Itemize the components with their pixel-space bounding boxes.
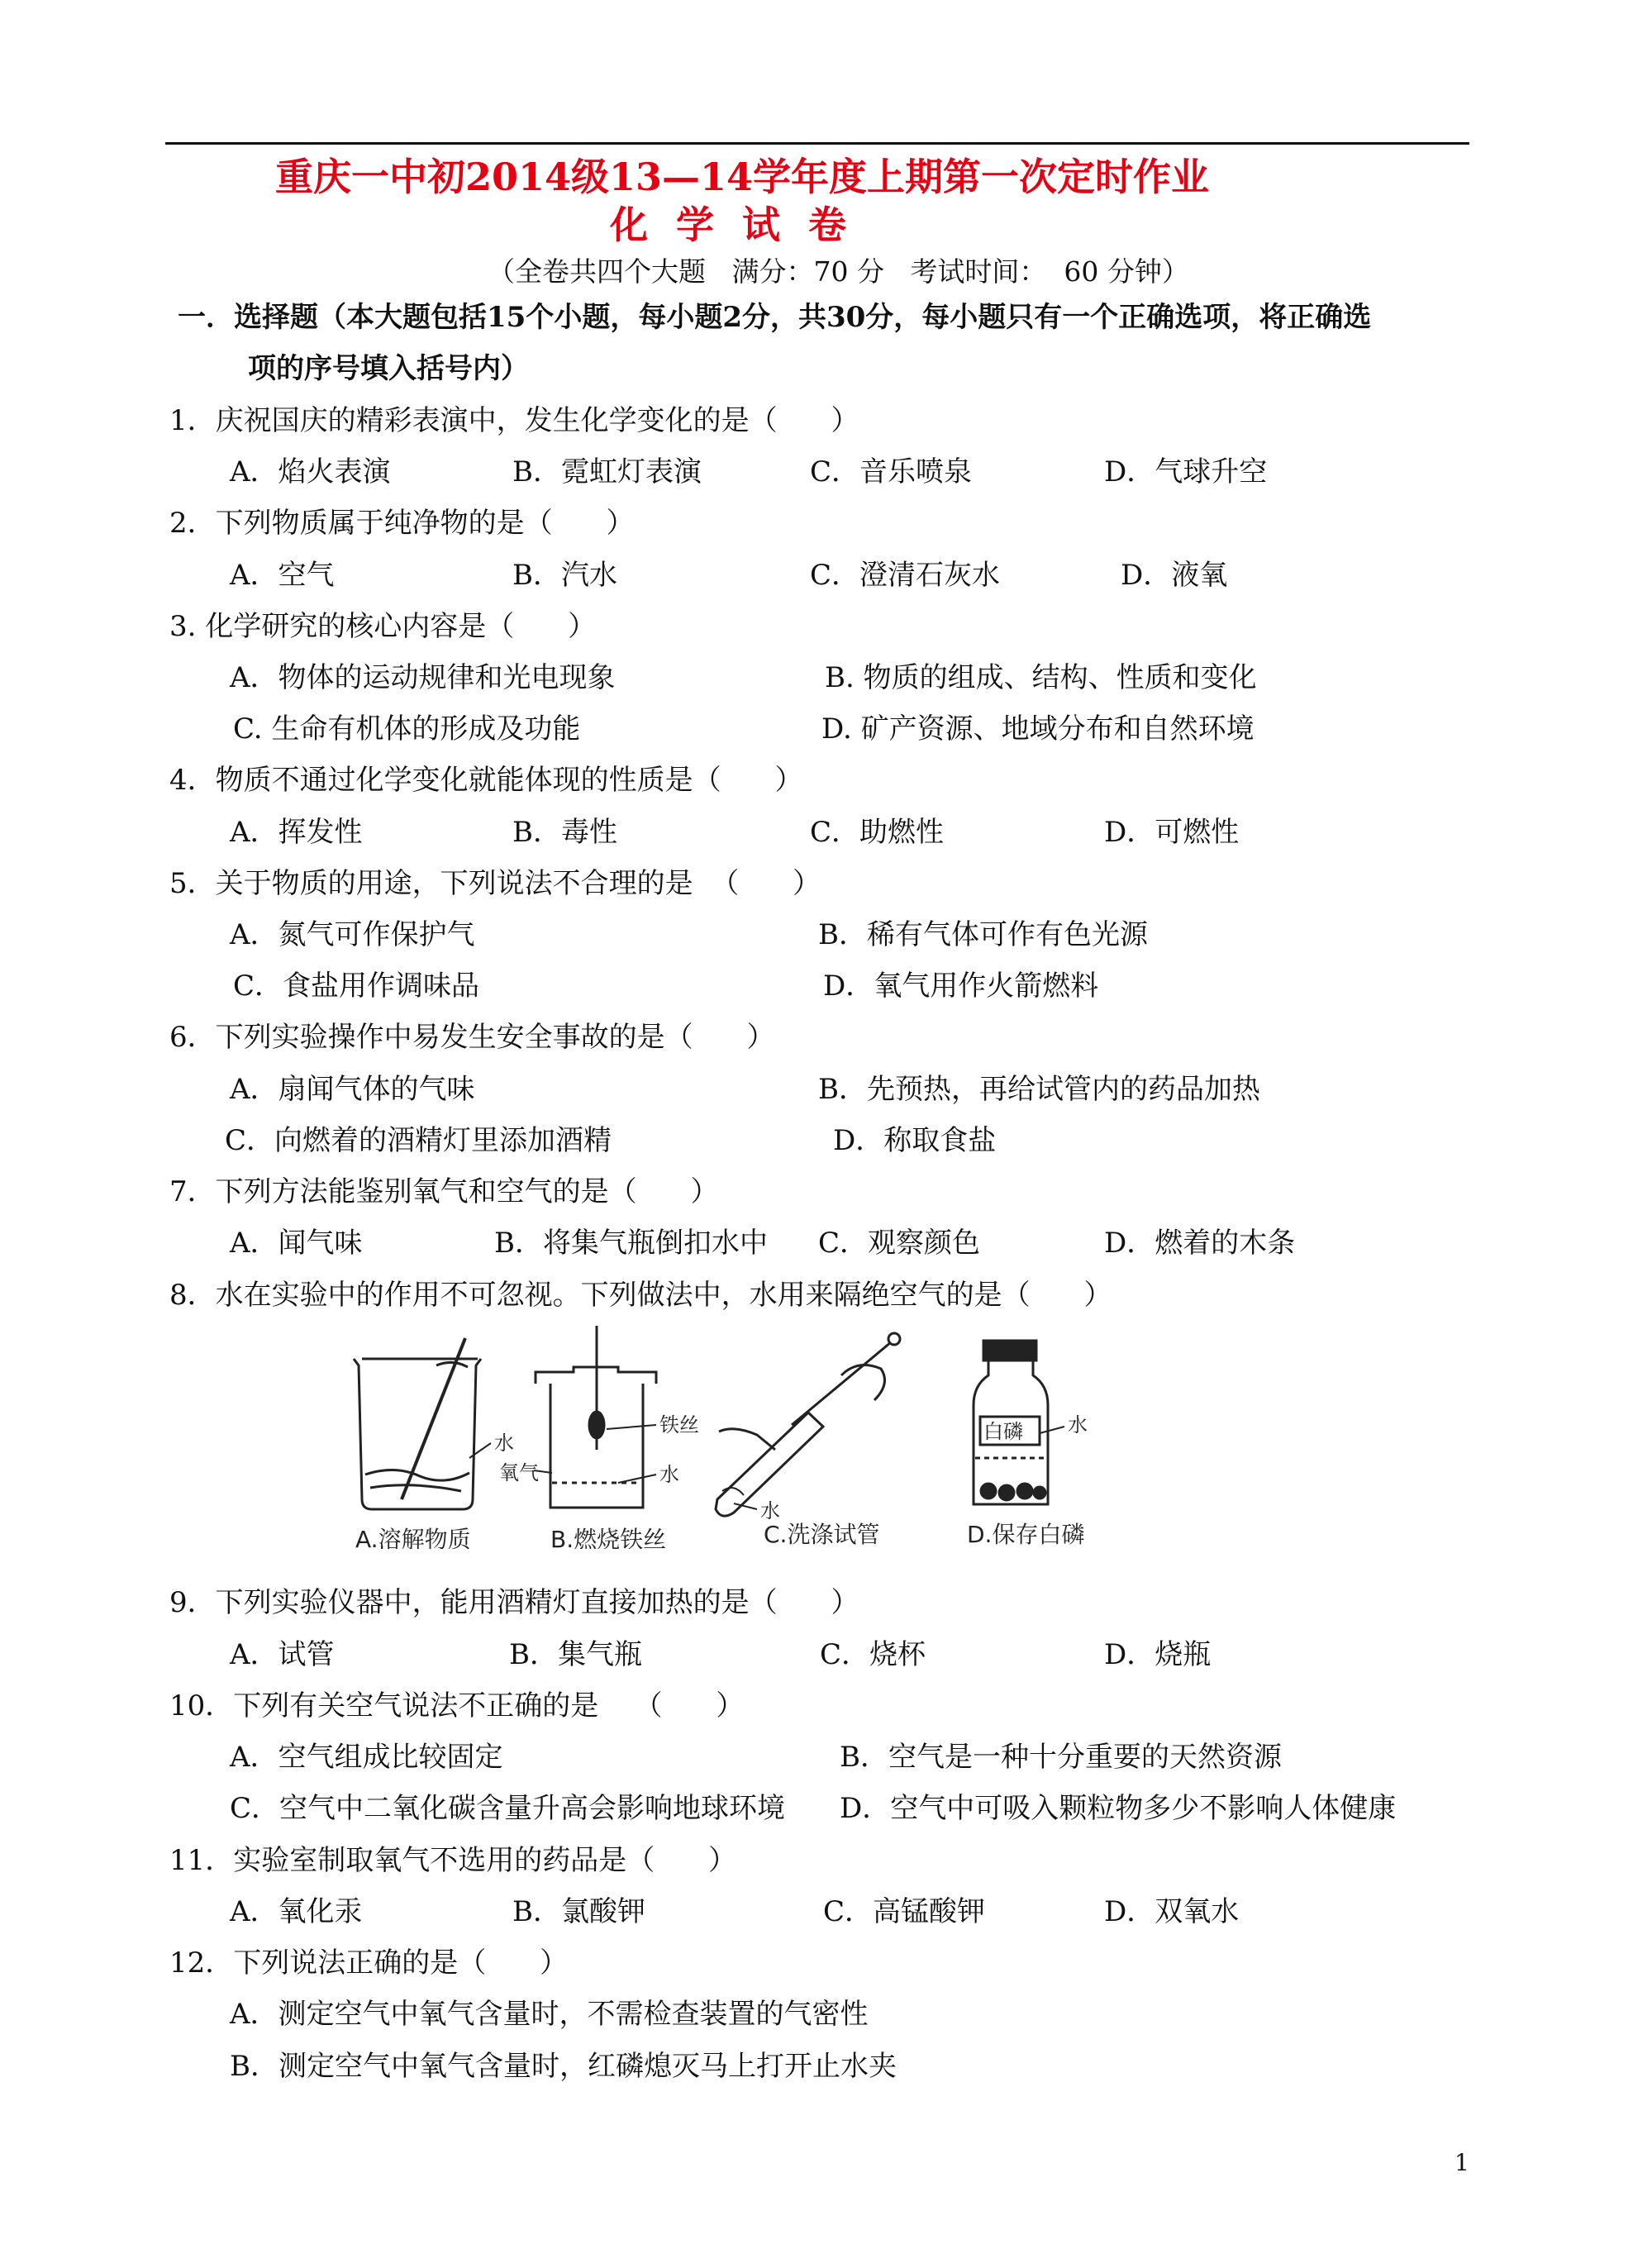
option: D．烧瓶 [1104, 1638, 1212, 1671]
option: B．将集气瓶倒扣水中 [494, 1227, 768, 1260]
option: A．测定空气中氧气含量时，不需检查装置的气密性 [230, 1998, 869, 2031]
label-water-b: 水 [659, 1463, 679, 1486]
section-heading: 一．选择题（本大题包括15个小题，每小题2分，共30分，每小题只有一个正确选项，将正确选 [178, 301, 1372, 334]
option: A．空气组成比较固定 [230, 1741, 503, 1774]
question-stem: 9．下列实验仪器中，能用酒精灯直接加热的是（ ） [169, 1586, 859, 1619]
option: B．先预热，再给试管内的药品加热 [818, 1073, 1260, 1106]
option: B．氯酸钾 [512, 1895, 645, 1928]
option: C．烧杯 [820, 1638, 926, 1671]
label-oxygen: 氧气 [499, 1461, 539, 1484]
option: B．空气是一种十分重要的天然资源 [840, 1741, 1282, 1774]
option: C．空气中二氧化碳含量升高会影响地球环境 [230, 1792, 786, 1825]
question-stem: 10．下列有关空气说法不正确的是 （ ） [169, 1689, 745, 1722]
option: A．氮气可作保护气 [230, 918, 475, 951]
gas-jar-illustration [534, 1326, 656, 1508]
test-tube-illustration [716, 1333, 900, 1516]
option: C．高锰酸钾 [823, 1895, 986, 1928]
option: A．焰火表演 [230, 455, 391, 488]
label-water-d: 水 [1068, 1413, 1088, 1437]
caption-d: D.保存白磷 [967, 1521, 1085, 1548]
option: A．物体的运动规律和光电现象 [230, 661, 616, 694]
option: D．空气中可吸入颗粒物多少不影响人体健康 [840, 1792, 1397, 1825]
exam-title: 重庆一中初2014级13—14学年度上期第一次定时作业 [274, 155, 1210, 199]
label-phosphorus: 白磷 [983, 1420, 1023, 1443]
option: B．稀有气体可作有色光源 [818, 918, 1148, 951]
option: D．双氧水 [1104, 1895, 1240, 1928]
option: A．挥发性 [230, 816, 363, 849]
option: B．汽水 [512, 559, 617, 592]
question-stem: 3. 化学研究的核心内容是（ ） [169, 610, 597, 643]
option: A．氧化汞 [230, 1895, 363, 1928]
option: D．气球升空 [1104, 455, 1268, 488]
caption-a: A.溶解物质 [355, 1526, 471, 1549]
question-stem: 6．下列实验操作中易发生安全事故的是（ ） [169, 1021, 775, 1054]
option: D．液氧 [1121, 559, 1228, 592]
option: B．毒性 [512, 816, 617, 849]
question-stem: 11．实验室制取氧气不选用的药品是（ ） [169, 1844, 737, 1877]
option: D．可燃性 [1104, 816, 1240, 849]
section-heading-cont: 项的序号填入括号内） [248, 352, 529, 385]
option: A．扇闻气体的气味 [230, 1073, 475, 1106]
exam-info: （全卷共四个大题 满分：70 分 考试时间： 60 分钟） [488, 255, 1189, 288]
option: C．向燃着的酒精灯里添加酒精 [225, 1124, 612, 1157]
exam-subject: 化学试卷 [610, 202, 874, 247]
page-number: 1 [1454, 2149, 1469, 2176]
option: A．空气 [230, 559, 335, 592]
question-stem: 5．关于物质的用途，下列说法不合理的是 （ ） [169, 867, 821, 900]
option: A．闻气味 [230, 1227, 363, 1260]
label-water-c: 水 [760, 1499, 780, 1522]
header-rule [165, 142, 1469, 145]
label-iron: 铁丝 [659, 1413, 699, 1437]
apparatus-figure [345, 1326, 1238, 1549]
caption-b: B.燃烧铁丝 [550, 1526, 667, 1549]
option: D．称取食盐 [833, 1124, 997, 1157]
option: C. 生命有机体的形成及功能 [233, 712, 581, 746]
label-water-a: 水 [494, 1432, 514, 1455]
question-stem: 7．下列方法能鉴别氧气和空气的是（ ） [169, 1175, 719, 1208]
option: D．氧气用作火箭燃料 [823, 970, 1099, 1003]
question-stem: 2．下列物质属于纯净物的是（ ） [169, 507, 635, 540]
option: C．助燃性 [810, 816, 945, 849]
question-stem: 1．庆祝国庆的精彩表演中，发生化学变化的是（ ） [169, 404, 859, 437]
question-stem: 12．下列说法正确的是（ ） [169, 1946, 569, 1980]
option: C．食盐用作调味品 [233, 970, 480, 1003]
caption-c: C.洗涤试管 [764, 1521, 880, 1548]
question-stem: 8．水在实验中的作用不可忽视。下列做法中，水用来隔绝空气的是（ ） [169, 1279, 1112, 1312]
option: C．澄清石灰水 [810, 559, 1001, 592]
beaker-illustration [354, 1338, 491, 1509]
question-stem: 4．物质不通过化学变化就能体现的性质是（ ） [169, 764, 803, 797]
option: A．试管 [230, 1638, 335, 1671]
option: B．测定空气中氧气含量时，红磷熄灭马上打开止水夹 [230, 2050, 897, 2083]
option: B．霓虹灯表演 [512, 455, 702, 488]
option: B．集气瓶 [509, 1638, 642, 1671]
option: D．燃着的木条 [1104, 1227, 1296, 1260]
option: D. 矿产资源、地域分布和自然环境 [821, 712, 1255, 746]
option: C．观察颜色 [818, 1227, 981, 1260]
option: B. 物质的组成、结构、性质和变化 [825, 661, 1257, 694]
option: C．音乐喷泉 [810, 455, 973, 488]
